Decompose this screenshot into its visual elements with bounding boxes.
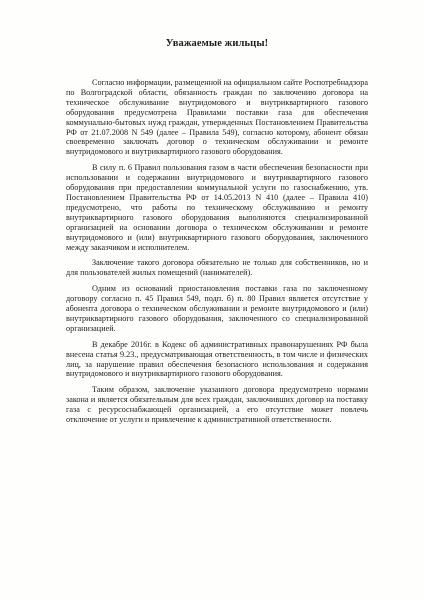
document-title: Уважаемые жильцы! — [165, 38, 269, 49]
document-body — [66, 38, 368, 431]
paragraph-4: Одним из оснований приостановления поставки газа по заключенному договору согласно п. 45 Правил 549, подп. б) п. 80 Правил является отсутствие у абонента договора о техническом обслуживании и ремонте внутридомового и (или) внутриквартирного газового оборудования, заключенного со специализированной организацией. — [66, 284, 368, 333]
paragraph-1: Согласно информации, размещенной на официальном сайте Роспотребнадзора по Волгоградской области, обязанность граждан по заключению договора на техническое обслуживание внутридомового и внутриквартирного газового оборудования предусмотрена Правилами поставки газа для обеспечения коммунально-бытовых нужд граждан, утвержденных Постановлением Правительства РФ от 21.07.2008 N 549 (далее – Правила 549), согласно которому, абонент обязан своевременно заключать договор о техническом обслуживании и ремонте внутридомового и внутриквартирного газового оборудования. — [66, 78, 368, 157]
paragraph-2: В силу п. 6 Правил пользования газом в части обеспечения безопасности при использовании и содержании внутридомового и внутриквартирного газового оборудования при предоставлении коммунальной услуги по газоснабжению, утв. Постановлением Правительства РФ от 14.05.2013 N 410 (далее – Правила 410) предусмотрено, что работы по техническому обслуживанию и ремонту внутриквартирного газового оборудования выполняются специализированной организацией на основании договора о техническом обслуживании и ремонте внутридомового и (или) внутриквартирного газового оборудования, заключенного между заказчиком и исполнителем. — [66, 163, 368, 252]
paragraph-3: Заключение такого договора обязательно не только для собственников, но и для пользователей жилых помещений (нанимателей). — [66, 258, 368, 278]
paragraph-6: Таким образом, заключение указанного договора предусмотрено нормами закона и является обязательным для всех граждан, заключивших договор на поставку газа с ресурсоснабжающей организацией, а его отсутствие может повлечь отключение от услуги и привлечение к административной ответственности. — [66, 385, 368, 425]
paragraph-5: В декабре 2016г. в Кодекс об административных правонарушениях РФ была внесена статья 9.23., предусматривающая ответственность, в том числе и физических лиц, за нарушение правил обеспечения безопасного использования и содержания внутридомового и внутриквартирного газового оборудования. — [66, 339, 368, 379]
